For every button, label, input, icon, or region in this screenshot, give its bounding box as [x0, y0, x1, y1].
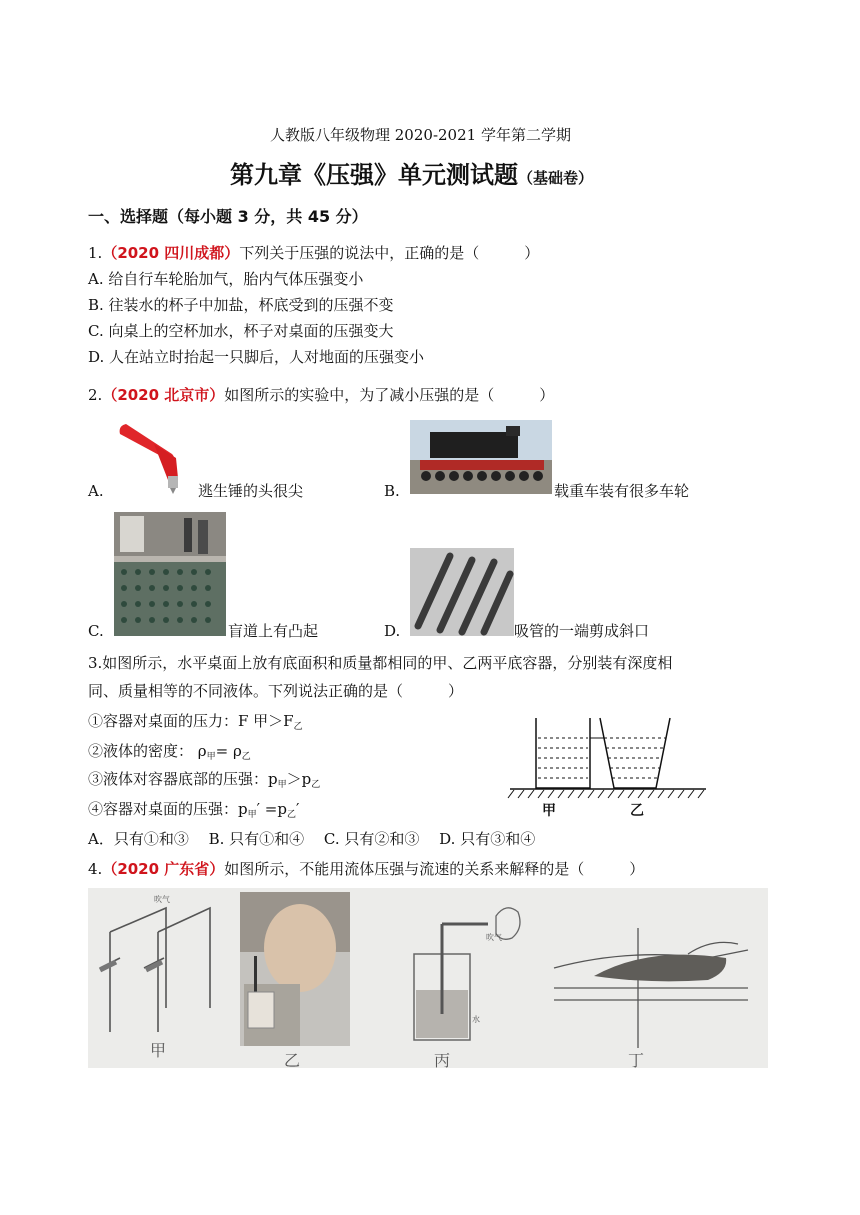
q1-number: 1. [88, 244, 103, 262]
q3-statement-1 [88, 710, 303, 738]
q3-s2-mid: = ρ [215, 742, 242, 760]
container-label-yi: 乙 [630, 803, 644, 819]
q4-stem [88, 858, 644, 880]
q3-s1-text: ①容器对桌面的压力：F 甲＞F [88, 712, 294, 730]
q2-c-caption: 盲道上有凸起 [228, 622, 319, 640]
q3-s4-sub1: 甲 [247, 810, 257, 820]
fluid-pressure-figures [88, 888, 768, 1068]
section-heading: 一、选择题（每小题 3 分，共 45 分） [88, 207, 368, 226]
q2-b-caption: 载重车装有很多车轮 [554, 482, 690, 500]
paper-subtitle: 人教版八年级物理 2020-2021 学年第二学期 [270, 126, 571, 144]
q3-s3-mid: ＞p [286, 770, 312, 788]
q2-b-letter: B. [384, 482, 400, 500]
q1-text: 下列关于压强的说法中，正确的是（ ） [239, 244, 540, 262]
q4-number: 4. [88, 860, 103, 878]
escape-hammer-image [114, 414, 198, 498]
q2-number: 2. [88, 386, 103, 404]
q2-source: （2020 北京市） [102, 386, 225, 404]
q1-option-b: B. 往装水的杯子中加盐，杯底受到的压强不变 [88, 296, 394, 314]
paper-title [230, 160, 593, 193]
q1-option-c: C. 向桌上的空杯加水，杯子对桌面的压强变大 [88, 322, 394, 340]
q3-stem-line2: 同、质量相等的不同液体。下列说法正确的是（ ） [88, 682, 464, 700]
q2-c-letter: C. [88, 622, 104, 640]
q2-d-caption: 吸管的一端剪成斜口 [514, 622, 650, 640]
q2-text: 如图所示的实验中，为了减小压强的是（ ） [224, 386, 555, 404]
straws-image [410, 548, 514, 636]
q3-s1-sub: 乙 [293, 722, 303, 732]
q3-statement-4 [88, 798, 299, 826]
q3-s3-sub1: 甲 [277, 780, 287, 790]
figure-label-yi: 乙 [284, 1051, 301, 1068]
q3-s3-text: ③液体对容器底部的压强：p [88, 770, 278, 788]
q3-s3-sub2: 乙 [311, 780, 321, 790]
q1-option-a: A. 给自行车轮胎加气，胎内气体压强变小 [88, 270, 364, 288]
heavy-truck-image [410, 420, 552, 494]
q3-statement-2 [88, 740, 251, 768]
q1-source: （2020 四川成都） [102, 244, 240, 262]
q1-option-d: D. 人在站立时抬起一只脚后，人对地面的压强变小 [88, 348, 425, 366]
q2-a-caption: 逃生锤的头很尖 [198, 482, 304, 500]
q3-statement-3 [88, 768, 320, 796]
q4-text: 如图所示，不能用流体压强与流速的关系来解释的是（ ） [224, 860, 645, 878]
q2-d-letter: D. [384, 622, 401, 640]
q2-a-letter: A. [88, 482, 104, 500]
q3-s4-end: ′ [296, 800, 300, 818]
q2-stem [88, 384, 554, 406]
figure-label-jia: 甲 [150, 1041, 167, 1060]
q3-s4-sub2: 乙 [286, 810, 296, 820]
q3-options: A．只有①和③ B. 只有①和④ C. 只有②和③ D. 只有③和④ [88, 830, 536, 848]
q3-s2-sub2: 乙 [241, 752, 251, 762]
blow-label-1: 吹气 [154, 895, 170, 904]
water-label: 水 [472, 1015, 480, 1024]
paper-title-text: 第九章《压强》单元测试题 [230, 161, 518, 189]
figure-label-bing: 丙 [434, 1051, 451, 1068]
q1-stem [88, 242, 539, 264]
paper-title-suffix: （基础卷） [518, 169, 594, 187]
figure-label-ding: 丁 [628, 1051, 645, 1068]
q3-stem-line1: 3.如图所示，水平桌面上放有底面积和质量都相同的甲、乙两平底容器，分别装有深度相 [88, 654, 673, 672]
q3-s4-text: ④容器对桌面的压强：p [88, 800, 248, 818]
q3-s2-text: ②液体的密度： ρ [88, 742, 207, 760]
blow-label-2: 吹气 [486, 933, 502, 942]
q3-s4-mid: ′ =p [256, 800, 287, 818]
container-label-jia: 甲 [542, 803, 556, 819]
containers-figure [506, 712, 712, 822]
q4-source: （2020 广东省） [102, 860, 225, 878]
tactile-paving-image [114, 512, 226, 636]
q3-s2-sub1: 甲 [206, 752, 216, 762]
